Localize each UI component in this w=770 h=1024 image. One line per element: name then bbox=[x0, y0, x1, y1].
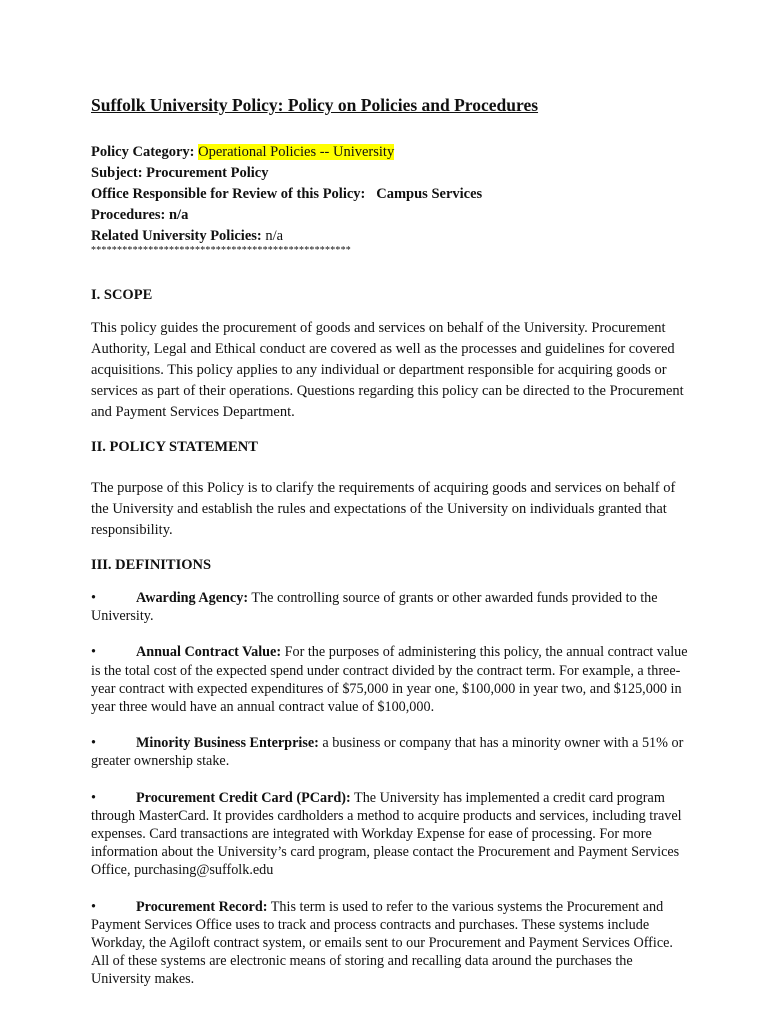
bullet-icon: • bbox=[91, 590, 96, 606]
definition-term: Procurement Record: bbox=[136, 898, 268, 915]
policy-statement-heading: II. POLICY STATEMENT bbox=[91, 439, 258, 455]
definitions-heading: III. DEFINITIONS bbox=[91, 557, 212, 573]
definition-term: Minority Business Enterprise: bbox=[136, 735, 319, 752]
related-policies-value: n/a bbox=[265, 228, 284, 244]
definition-item bbox=[91, 734, 691, 770]
bullet-icon: • bbox=[91, 644, 96, 661]
definition-text: For the purposes of administering this policy, the annual contract value is the total cost of the expected spend under contract divided by the contract term. For example, a three-year contract with expected expenditures of $75,000 in year one, $100,000 in year two, and $125,000 in year three would have an annual contract value of $100,000. bbox=[91, 644, 688, 716]
bullet-icon: • bbox=[91, 735, 96, 752]
subject-line bbox=[91, 163, 691, 184]
procedures-text: Procedures: n/a bbox=[91, 207, 189, 223]
definition-item bbox=[91, 789, 691, 880]
scope-paragraph: This policy guides the procurement of goods and services on behalf of the University. Procurement Authority, Legal and Ethical conduct are covered as well as the processes and guidelines for covered acquisitions. This policy applies to any individual or department responsible for acquiring goods or services as part of their operations. Questions regarding this policy can be directed to the Procurement and Payment Services Department. bbox=[91, 320, 684, 420]
definition-item bbox=[91, 589, 691, 625]
definition-term: Annual Contract Value: bbox=[136, 644, 282, 661]
office-responsible-text: Office Responsible for Review of this Policy: Campus Services bbox=[91, 186, 483, 202]
policy-category-value: Operational Policies -- University bbox=[198, 144, 395, 160]
subject-text: Subject: Procurement Policy bbox=[91, 165, 269, 181]
office-responsible-line bbox=[91, 184, 691, 205]
policy-statement-paragraph: The purpose of this Policy is to clarify the requirements of acquiring goods and services on behalf of the University and establish the rules and expectations of the University on individuals granted that responsibility. bbox=[91, 480, 676, 538]
definition-item bbox=[91, 898, 691, 989]
bullet-icon: • bbox=[91, 789, 96, 806]
related-policies-label: Related University Policies: bbox=[91, 228, 262, 244]
procedures-line bbox=[91, 205, 691, 226]
bullet-icon: • bbox=[91, 898, 96, 915]
definition-term: Procurement Credit Card (PCard): bbox=[136, 789, 351, 806]
document-page bbox=[91, 94, 691, 989]
definition-text: The University has implemented a credit card program through MasterCard. It provides cardholders a method to acquire products and services, including travel expenses. Card transactions are integrated with Workday Expense for ease of processing. For more information about the University’s card program, please contact the Procurement and Payment Services Office, purchasing@suffolk.edu bbox=[91, 789, 682, 879]
definition-text: The controlling source of grants or other awarded funds provided to the University. bbox=[91, 590, 658, 625]
scope-heading: I. SCOPE bbox=[91, 287, 153, 303]
definition-text: This term is used to refer to the various systems the Procurement and Payment Services Office uses to track and process contracts and purchases. These systems include Workday, the Agiloft contract system, or emails sent to our Procurement and Payment Services Office. All of these systems are electronic means of storing and recalling data around the purchases the University makes. bbox=[91, 898, 673, 988]
policy-category-line bbox=[91, 142, 691, 163]
document-title: Suffolk University Policy: Policy on Policies and Procedures bbox=[91, 95, 539, 115]
definition-term: Awarding Agency: bbox=[136, 590, 249, 606]
definition-text: a business or company that has a minority owner with a 51% or greater ownership stake. bbox=[91, 735, 684, 770]
separator-line: ************************************************** bbox=[91, 245, 351, 256]
policy-category-label: Policy Category: bbox=[91, 144, 195, 160]
definition-item bbox=[91, 643, 691, 716]
